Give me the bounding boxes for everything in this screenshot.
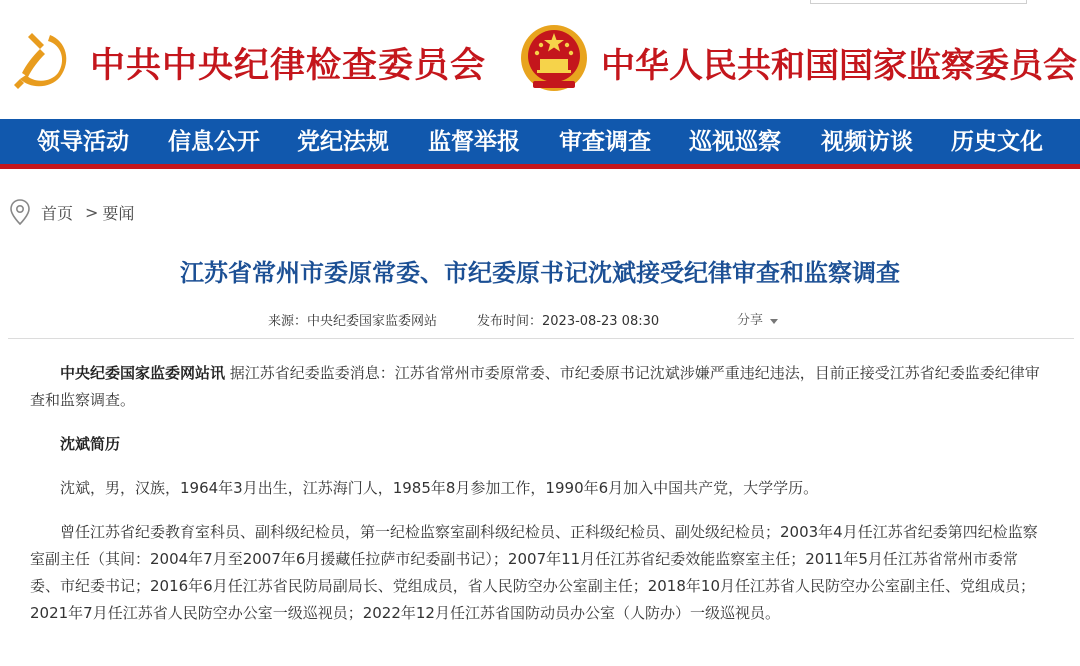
lead-label: 中央纪委国家监委网站讯	[60, 364, 226, 382]
breadcrumb-home-link[interactable]: 首页	[41, 203, 74, 223]
article-publish-time: 发布时间：2023-08-23 08:30	[477, 314, 660, 329]
article-source: 来源：中央纪委国家监委网站	[268, 314, 438, 329]
nav-item-leadership[interactable]: 领导活动	[37, 128, 129, 155]
breadcrumb-separator: >	[85, 202, 99, 222]
article-title: 江苏省常州市委原常委、市纪委原书记沈斌接受纪律审查和监察调查	[180, 259, 900, 287]
nav-item-history[interactable]: 历史文化	[951, 128, 1043, 155]
breadcrumb	[8, 198, 134, 226]
site-title-nsc[interactable]: 中华人民共和国国家监察委员会	[601, 46, 1077, 86]
nav-item-investigation[interactable]: 审查调查	[559, 128, 651, 155]
nav-item-report[interactable]: 监督举报	[428, 128, 520, 155]
meta-divider	[8, 338, 1074, 339]
article-body	[30, 360, 1045, 644]
share-label: 分享	[737, 313, 764, 328]
nav-item-video[interactable]: 视频访谈	[821, 128, 913, 155]
caret-down-icon	[769, 317, 779, 325]
bio-career: 曾任江苏省纪委教育室科员、副科级纪检员，第一纪检监察室副科级纪检员、正科级纪检员、副处级纪检员；2003年4月任江苏省纪委第四纪检监察室副主任（其间：2004年7月至2007年6月援藏任拉萨市纪委副书记）；2007年11月任江苏省纪委效能监察室主任；2011年5月任江苏省常州市委常委、市纪委书记；2016年6月任江苏省民防局副局长、党组成员，省人民防空办公室副主任；2018年10月任江苏省人民防空办公室副主任、党组成员；2021年7月任江苏省人民防空办公室一级巡视员；2022年12月任江苏省国防动员办公室（人防办）一级巡视员。	[30, 523, 1038, 622]
bio-heading: 沈斌简历	[60, 435, 121, 453]
site-title-ccdi[interactable]: 中共中央纪律检查委员会	[90, 45, 487, 86]
location-pin-icon	[8, 198, 32, 226]
lead-paragraph	[30, 360, 1045, 414]
nav-item-regulations[interactable]: 党纪法规	[297, 128, 389, 155]
nav-divider	[0, 164, 1080, 169]
bio-intro: 沈斌，男，汉族，1964年3月出生，江苏海门人，1985年8月参加工作，1990年6月加入中国共产党，大学学历。	[60, 479, 819, 497]
lead-text: 据江苏省纪委监委消息：江苏省常州市委原常委、市纪委原书记沈斌涉嫌严重违纪违法，目前正接受江苏省纪委监委纪律审查和监察调查。	[30, 364, 1040, 409]
main-nav	[0, 119, 1080, 164]
nav-item-inspection[interactable]: 巡视巡察	[689, 128, 781, 155]
site-header	[0, 0, 1080, 118]
breadcrumb-current-link[interactable]: 要闻	[102, 203, 135, 223]
share-button[interactable]	[737, 309, 779, 328]
national-emblem-icon	[519, 23, 589, 93]
nav-item-disclosure[interactable]: 信息公开	[168, 128, 260, 155]
party-emblem-icon	[10, 27, 74, 91]
